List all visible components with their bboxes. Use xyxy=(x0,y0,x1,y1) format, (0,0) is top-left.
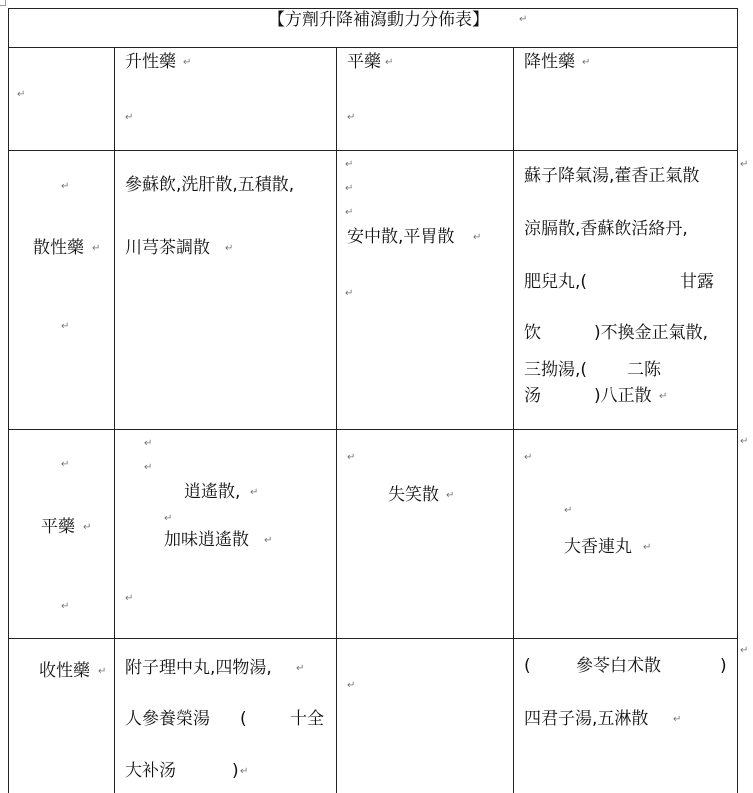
formula-line: 參蘇飲,洗肝散,五積散, xyxy=(125,175,295,195)
paragraph-mark: ↵ xyxy=(524,452,533,463)
paragraph-mark: ↵ xyxy=(659,391,668,402)
paragraph-mark: ↵ xyxy=(83,522,92,533)
paragraph-mark: ↵ xyxy=(473,232,482,243)
paragraph-mark: ↵ xyxy=(61,459,70,470)
formula-line: 十全 xyxy=(290,709,324,729)
formula-line: 二陈 xyxy=(627,360,661,380)
formula-line: 涼膈散,香蘇飲活絡丹, xyxy=(524,219,688,239)
paragraph-mark: ↵ xyxy=(673,714,682,725)
formula-line: ( xyxy=(524,656,531,676)
paragraph-mark: ↵ xyxy=(240,766,249,777)
formula-line: 逍遙散, xyxy=(184,482,241,502)
row-label-neutral: 平藥 xyxy=(41,517,75,537)
column-divider-1 xyxy=(114,47,115,793)
formula-line: )不換金正氣散, xyxy=(594,323,709,343)
paragraph-mark: ↵ xyxy=(92,243,101,254)
paragraph-mark: ↵ xyxy=(61,181,70,192)
paragraph-mark: ↵ xyxy=(345,159,354,170)
table-border-left xyxy=(8,8,9,793)
paragraph-mark: ↵ xyxy=(164,513,173,524)
column-divider-2 xyxy=(336,47,337,793)
formula-line: 甘露 xyxy=(680,272,714,292)
paragraph-mark: ↵ xyxy=(264,535,273,546)
paragraph-mark: ↵ xyxy=(296,663,305,674)
table-border-right xyxy=(737,8,738,793)
formula-line: 大香連丸 xyxy=(564,537,632,557)
formula-line: 饮 xyxy=(524,323,541,343)
formula-line: 加味逍遙散 xyxy=(164,530,249,550)
table-border-top xyxy=(8,8,737,9)
paragraph-mark: ↵ xyxy=(643,542,652,553)
paragraph-mark: ↵ xyxy=(17,89,26,100)
formula-line: 肥兒丸,( xyxy=(524,272,588,292)
table-line-title-bottom xyxy=(8,47,737,48)
paragraph-mark: ↵ xyxy=(98,666,107,677)
paragraph-mark: ↵ xyxy=(446,490,455,501)
row-label-dispersing: 散性藥 xyxy=(33,238,84,258)
formula-line: ( xyxy=(240,709,247,729)
header-col-descending: 降性藥 xyxy=(524,52,575,72)
formula-line: 大补汤 xyxy=(125,761,176,781)
paragraph-mark: ↵ xyxy=(61,601,70,612)
formula-line: 川芎茶調散 xyxy=(125,238,210,258)
paragraph-mark: ↵ xyxy=(564,505,573,516)
header-col-ascending: 升性藥 xyxy=(125,52,176,72)
formula-line: ) xyxy=(720,656,727,676)
paragraph-mark: ↵ xyxy=(740,436,749,447)
paragraph-mark: ↵ xyxy=(183,57,192,68)
formula-line: 人參養榮湯 xyxy=(125,709,210,729)
paragraph-mark: ↵ xyxy=(345,207,354,218)
formula-line: 蘇子降氣湯,藿香正氣散 xyxy=(524,166,700,186)
paragraph-mark: ↵ xyxy=(519,14,528,25)
formula-line: 安中散,平胃散 xyxy=(347,227,455,247)
paragraph-mark: ↵ xyxy=(125,112,134,123)
formula-line: 失笑散 xyxy=(388,485,439,505)
paragraph-mark: ↵ xyxy=(740,159,749,170)
header-col-neutral: 平藥 xyxy=(347,52,381,72)
paragraph-mark: ↵ xyxy=(385,57,394,68)
table-line-row2-bottom xyxy=(8,638,737,639)
paragraph-mark: ↵ xyxy=(250,487,259,498)
paragraph-mark: ↵ xyxy=(144,438,153,449)
formula-line: 三拗湯,( xyxy=(524,360,588,380)
paragraph-mark: ↵ xyxy=(582,57,591,68)
table-line-row1-bottom xyxy=(8,429,737,430)
table-title: 【方劑升降補瀉動力分佈表】 xyxy=(268,10,489,30)
formula-line: )八正散 xyxy=(594,386,652,406)
formula-line: 汤 xyxy=(524,386,541,406)
paragraph-mark: ↵ xyxy=(347,452,356,463)
paragraph-mark: ↵ xyxy=(740,645,749,656)
paragraph-mark: ↵ xyxy=(144,462,153,473)
paragraph-mark: ↵ xyxy=(61,321,70,332)
paragraph-mark: ↵ xyxy=(125,593,134,604)
row-label-astringent: 收性藥 xyxy=(39,661,90,681)
page-corner-mark xyxy=(0,0,6,6)
paragraph-mark: ↵ xyxy=(345,183,354,194)
table-line-header-bottom xyxy=(8,150,737,151)
formula-line: ) xyxy=(232,761,239,781)
formula-line: 參苓白术散 xyxy=(576,656,661,676)
paragraph-mark: ↵ xyxy=(347,112,356,123)
paragraph-mark: ↵ xyxy=(347,680,356,691)
paragraph-mark: ↵ xyxy=(225,243,234,254)
formula-line: 四君子湯,五淋散 xyxy=(524,709,649,729)
formula-line: 附子理中丸,四物湯, xyxy=(125,658,272,678)
column-divider-3 xyxy=(513,47,514,793)
paragraph-mark: ↵ xyxy=(345,288,354,299)
